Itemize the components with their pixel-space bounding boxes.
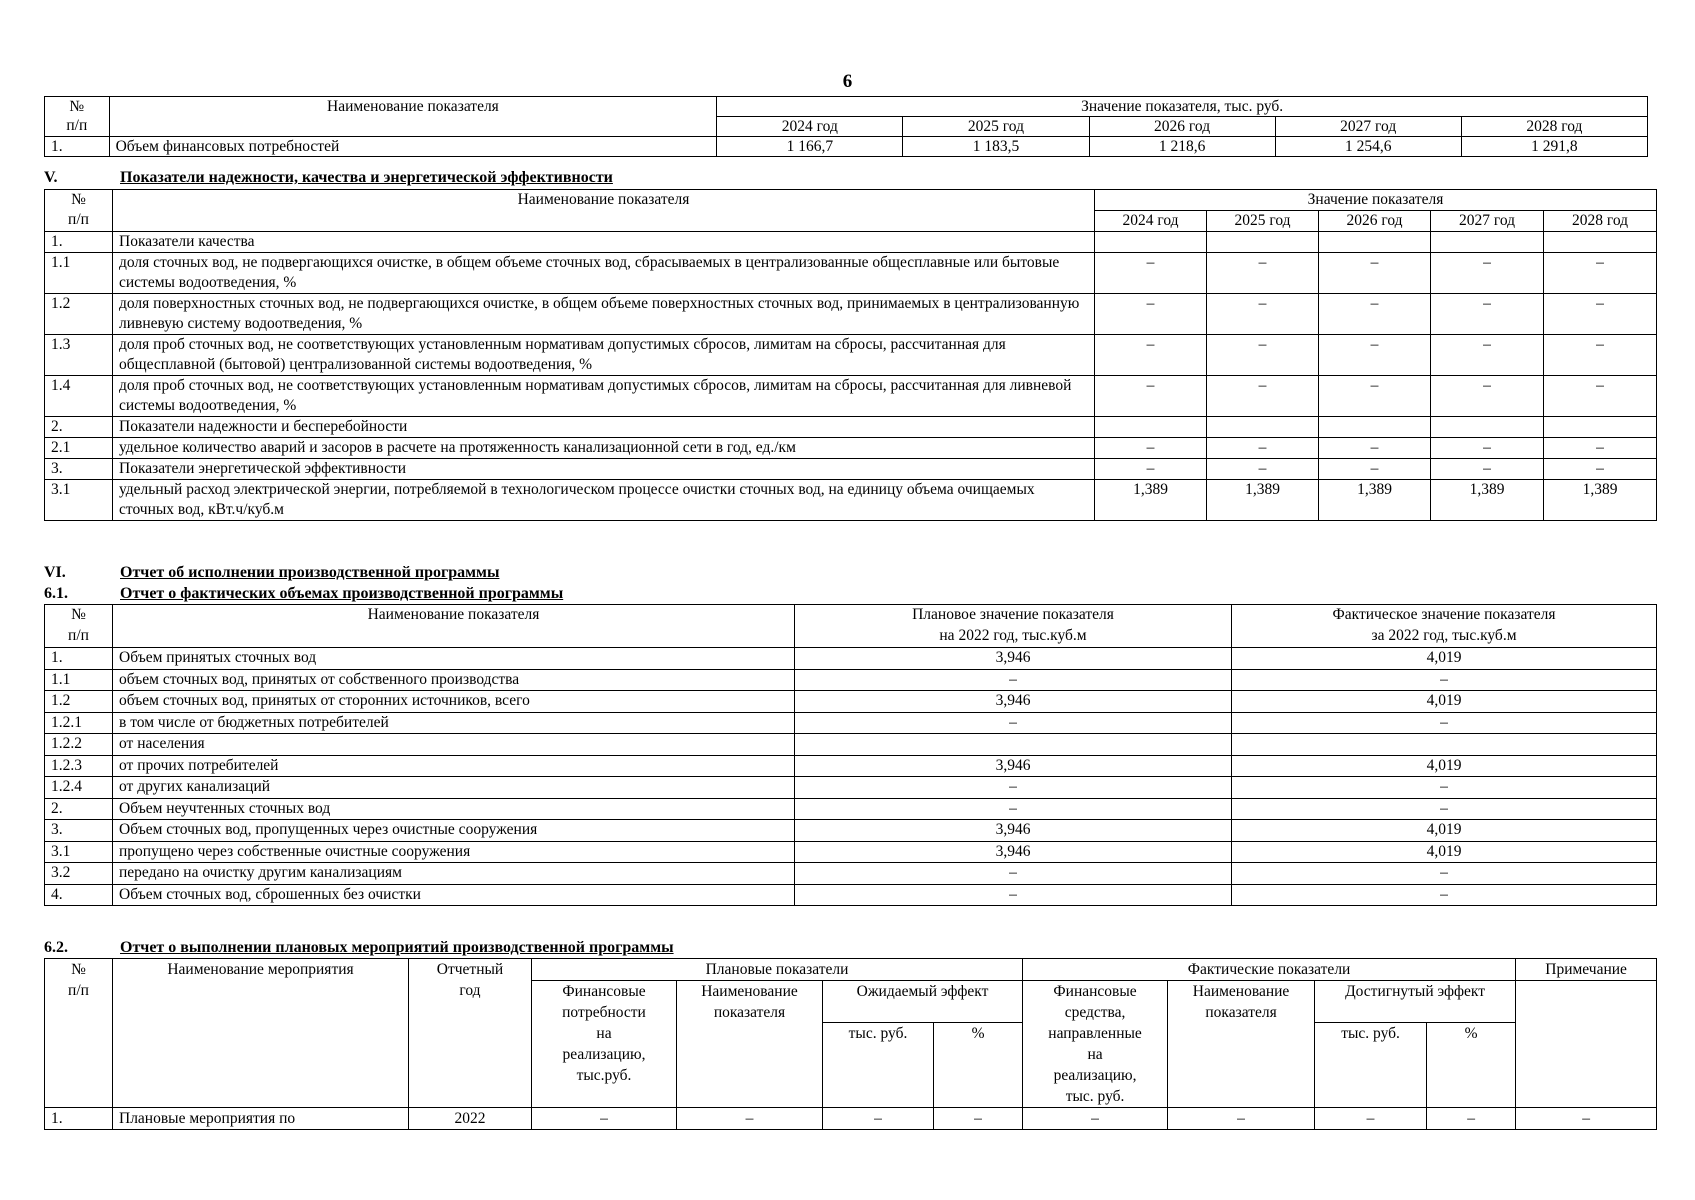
row-value: – bbox=[1207, 438, 1319, 459]
header-fact-indicator: Наименование показателя bbox=[1168, 981, 1315, 1108]
year-header: 2024 год bbox=[1095, 211, 1207, 232]
row-value bbox=[1544, 232, 1657, 253]
row-value: – bbox=[1095, 376, 1207, 417]
row-plan-value: – bbox=[795, 712, 1232, 734]
production-volumes-table bbox=[44, 604, 1657, 906]
row-year: 2022 bbox=[409, 1108, 532, 1130]
row-num: 3. bbox=[45, 459, 113, 480]
row-value: – bbox=[1095, 438, 1207, 459]
section-title: Показатели надежности, качества и энергетической эффективности bbox=[120, 169, 613, 186]
row-name: Объем сточных вод, сброшенных без очистки bbox=[113, 884, 795, 906]
row-value: – bbox=[1095, 335, 1207, 376]
row-name: Объем принятых сточных вод bbox=[113, 648, 795, 670]
header-unit-rub: тыс. руб. bbox=[823, 1023, 934, 1108]
table-row bbox=[45, 335, 1657, 376]
row-value: – bbox=[1544, 376, 1657, 417]
table-row bbox=[45, 480, 1657, 521]
row-value: 1,389 bbox=[1431, 480, 1544, 521]
year-header: 2026 год bbox=[1089, 117, 1275, 137]
row-value: – bbox=[934, 1108, 1023, 1130]
table-row bbox=[45, 863, 1657, 885]
row-num: 3.1 bbox=[45, 841, 113, 863]
row-name: в том числе от бюджетных потребителей bbox=[113, 712, 795, 734]
year-header: 2025 год bbox=[1207, 211, 1319, 232]
table-row bbox=[45, 734, 1657, 756]
row-value: – bbox=[1319, 253, 1431, 294]
row-value: – bbox=[1207, 376, 1319, 417]
row-num: 1. bbox=[45, 137, 110, 157]
row-num: 1.4 bbox=[45, 376, 113, 417]
row-value: – bbox=[1516, 1108, 1657, 1130]
row-name: объем сточных вод, принятых от собственного производства bbox=[113, 669, 795, 691]
row-name: Показатели качества bbox=[113, 232, 1095, 253]
row-num: 1.1 bbox=[45, 253, 113, 294]
table-row bbox=[45, 691, 1657, 713]
row-num: 1. bbox=[45, 1108, 113, 1130]
row-value: – bbox=[1544, 438, 1657, 459]
header-unit-rub: тыс. руб. bbox=[1315, 1023, 1427, 1108]
row-fact-value: – bbox=[1232, 798, 1657, 820]
section-number: 6.1. bbox=[44, 585, 68, 602]
row-num: 1.2.3 bbox=[45, 755, 113, 777]
table-row bbox=[45, 884, 1657, 906]
row-value: – bbox=[1207, 335, 1319, 376]
row-num: 3.1 bbox=[45, 480, 113, 521]
row-value bbox=[1431, 232, 1544, 253]
row-fact-value: 4,019 bbox=[1232, 841, 1657, 863]
table-row bbox=[45, 648, 1657, 670]
row-value: – bbox=[1207, 459, 1319, 480]
section-heading-v bbox=[44, 168, 613, 188]
header-num: № п/п bbox=[45, 605, 113, 648]
row-value bbox=[1544, 417, 1657, 438]
row-num: 1. bbox=[45, 648, 113, 670]
row-fact-value bbox=[1232, 734, 1657, 756]
table-row bbox=[45, 1108, 1657, 1130]
row-name: от прочих потребителей bbox=[113, 755, 795, 777]
financial-needs-table bbox=[44, 96, 1648, 157]
row-value: – bbox=[1168, 1108, 1315, 1130]
row-fact-value: – bbox=[1232, 863, 1657, 885]
row-plan-value: 3,946 bbox=[795, 841, 1232, 863]
row-plan-value: – bbox=[795, 863, 1232, 885]
header-num: № п/п bbox=[45, 97, 110, 137]
table-row bbox=[45, 294, 1657, 335]
header-plan-group: Плановые показатели bbox=[532, 959, 1023, 981]
table-row bbox=[45, 755, 1657, 777]
row-fact-value: – bbox=[1232, 712, 1657, 734]
row-name: Показатели надежности и бесперебойности bbox=[113, 417, 1095, 438]
table-row bbox=[45, 438, 1657, 459]
row-num: 1.2 bbox=[45, 691, 113, 713]
table-row bbox=[45, 777, 1657, 799]
table-row bbox=[45, 253, 1657, 294]
row-name: доля сточных вод, не подвергающихся очистке, в общем объеме сточных вод, сбрасываемых в централизованные общесплавные или бытовые системы водоотведения, % bbox=[113, 253, 1095, 294]
row-fact-value: 4,019 bbox=[1232, 648, 1657, 670]
section-number: V. bbox=[44, 169, 58, 186]
table-row bbox=[45, 798, 1657, 820]
section-number: 6.2. bbox=[44, 939, 68, 956]
row-value: – bbox=[1319, 376, 1431, 417]
row-fact-value: 4,019 bbox=[1232, 755, 1657, 777]
section-title: Отчет о фактических объемах производственной программы bbox=[120, 585, 564, 602]
row-value: 1,389 bbox=[1207, 480, 1319, 521]
row-value: – bbox=[1544, 335, 1657, 376]
header-name: Наименование показателя bbox=[113, 605, 795, 648]
header-value: Значение показателя bbox=[1095, 190, 1657, 211]
row-value bbox=[1095, 232, 1207, 253]
row-value bbox=[1319, 417, 1431, 438]
row-num: 2. bbox=[45, 417, 113, 438]
section-title: Отчет об исполнении производственной программы bbox=[120, 564, 500, 581]
row-activity: Плановые мероприятия по bbox=[113, 1108, 409, 1130]
planned-activities-table bbox=[44, 958, 1657, 1130]
year-header: 2028 год bbox=[1544, 211, 1657, 232]
row-value: – bbox=[1431, 376, 1544, 417]
section-heading-6-1 bbox=[44, 584, 563, 604]
row-value: 1 218,6 bbox=[1089, 137, 1275, 157]
table-row bbox=[45, 417, 1657, 438]
row-name: удельный расход электрической энергии, потребляемой в технологическом процессе очистки сточных вод, на единицу объема очищаемых сточных вод, кВт.ч/куб.м bbox=[113, 480, 1095, 521]
header-expected-effect: Ожидаемый эффект bbox=[823, 981, 1023, 1023]
header-fact-group: Фактические показатели bbox=[1023, 959, 1516, 981]
row-value: – bbox=[1544, 253, 1657, 294]
row-fact-value: 4,019 bbox=[1232, 820, 1657, 842]
table-row bbox=[45, 232, 1657, 253]
row-value: – bbox=[1431, 438, 1544, 459]
row-value: – bbox=[1095, 253, 1207, 294]
row-plan-value: 3,946 bbox=[795, 648, 1232, 670]
header-activity: Наименование мероприятия bbox=[113, 959, 409, 1108]
row-name: Объем сточных вод, пропущенных через очистные сооружения bbox=[113, 820, 795, 842]
row-value: 1,389 bbox=[1319, 480, 1431, 521]
row-name: Показатели энергетической эффективности bbox=[113, 459, 1095, 480]
year-header: 2028 год bbox=[1461, 117, 1647, 137]
row-value: – bbox=[1431, 459, 1544, 480]
row-name: доля поверхностных сточных вод, не подвергающихся очистке, в общем объеме поверхностных сточных вод, принимаемых в централизованную ливневую систему водоотведения, % bbox=[113, 294, 1095, 335]
header-name: Наименование показателя bbox=[109, 97, 717, 137]
row-value bbox=[1095, 417, 1207, 438]
row-num: 3. bbox=[45, 820, 113, 842]
row-num: 2. bbox=[45, 798, 113, 820]
row-name: от других канализаций bbox=[113, 777, 795, 799]
row-value: 1 183,5 bbox=[903, 137, 1089, 157]
header-note-blank bbox=[1516, 981, 1657, 1108]
table-row bbox=[45, 712, 1657, 734]
table-row bbox=[45, 841, 1657, 863]
row-value bbox=[1319, 232, 1431, 253]
row-value: – bbox=[1319, 459, 1431, 480]
row-num: 3.2 bbox=[45, 863, 113, 885]
header-plan-indicator: Наименование показателя bbox=[677, 981, 823, 1108]
row-value: – bbox=[532, 1108, 677, 1130]
year-header: 2025 год bbox=[903, 117, 1089, 137]
row-value: – bbox=[1427, 1108, 1516, 1130]
row-value: – bbox=[1095, 459, 1207, 480]
row-value: 1,389 bbox=[1544, 480, 1657, 521]
row-value: 1 166,7 bbox=[717, 137, 903, 157]
header-year: Отчетный год bbox=[409, 959, 532, 1108]
header-unit-pct: % bbox=[1427, 1023, 1516, 1108]
row-value: 1 291,8 bbox=[1461, 137, 1647, 157]
year-header: 2026 год bbox=[1319, 211, 1431, 232]
row-value bbox=[1207, 232, 1319, 253]
row-name: объем сточных вод, принятых от сторонних источников, всего bbox=[113, 691, 795, 713]
row-fact-value: – bbox=[1232, 884, 1657, 906]
header-plan-fin: Финансовые потребности на реализацию, тыс.руб. bbox=[532, 981, 677, 1108]
table-row bbox=[45, 820, 1657, 842]
row-value: – bbox=[1315, 1108, 1427, 1130]
row-value: – bbox=[1207, 253, 1319, 294]
row-value: – bbox=[1319, 335, 1431, 376]
row-fact-value: – bbox=[1232, 777, 1657, 799]
header-value: Значение показателя, тыс. руб. bbox=[717, 97, 1648, 117]
row-plan-value: – bbox=[795, 669, 1232, 691]
row-value: – bbox=[1431, 335, 1544, 376]
year-header: 2027 год bbox=[1431, 211, 1544, 232]
row-num: 4. bbox=[45, 884, 113, 906]
year-header: 2027 год bbox=[1275, 117, 1461, 137]
section-heading-vi bbox=[44, 563, 499, 583]
row-plan-value: – bbox=[795, 798, 1232, 820]
row-value: – bbox=[1023, 1108, 1168, 1130]
row-plan-value: – bbox=[795, 884, 1232, 906]
row-value: – bbox=[677, 1108, 823, 1130]
header-fact: Фактическое значение показателя за 2022 год, тыс.куб.м bbox=[1232, 605, 1657, 648]
year-header: 2024 год bbox=[717, 117, 903, 137]
row-num: 1.3 bbox=[45, 335, 113, 376]
header-achieved-effect: Достигнутый эффект bbox=[1315, 981, 1516, 1023]
row-plan-value bbox=[795, 734, 1232, 756]
table-row bbox=[45, 459, 1657, 480]
row-value: – bbox=[1095, 294, 1207, 335]
row-value bbox=[1431, 417, 1544, 438]
row-plan-value: 3,946 bbox=[795, 755, 1232, 777]
header-num: № п/п bbox=[45, 959, 113, 1108]
header-fact-fin: Финансовые средства, направленные на реализацию, тыс. руб. bbox=[1023, 981, 1168, 1108]
row-num: 1.2.1 bbox=[45, 712, 113, 734]
row-value bbox=[1207, 417, 1319, 438]
table-row bbox=[45, 137, 1648, 157]
row-value: – bbox=[1431, 253, 1544, 294]
reliability-indicators-table bbox=[44, 189, 1657, 521]
row-value: – bbox=[1431, 294, 1544, 335]
row-fact-value: – bbox=[1232, 669, 1657, 691]
row-name: доля проб сточных вод, не соответствующих установленным нормативам допустимых сбросов, лимитам на сбросы, рассчитанная для ливневой системы водоотведения, % bbox=[113, 376, 1095, 417]
header-note: Примечание bbox=[1516, 959, 1657, 981]
row-name: Объем неучтенных сточных вод bbox=[113, 798, 795, 820]
row-value: – bbox=[1319, 294, 1431, 335]
row-num: 1.2.4 bbox=[45, 777, 113, 799]
row-plan-value: 3,946 bbox=[795, 820, 1232, 842]
row-name: доля проб сточных вод, не соответствующих установленным нормативам допустимых сбросов, лимитам на сбросы, рассчитанная для общесплавной (бытовой) централизованной системы водоотведения, % bbox=[113, 335, 1095, 376]
row-num: 1.1 bbox=[45, 669, 113, 691]
row-plan-value: 3,946 bbox=[795, 691, 1232, 713]
row-name: удельное количество аварий и засоров в расчете на протяженность канализационной сети в год, ед./км bbox=[113, 438, 1095, 459]
row-value: 1 254,6 bbox=[1275, 137, 1461, 157]
row-num: 1.2.2 bbox=[45, 734, 113, 756]
section-number: VI. bbox=[44, 564, 66, 581]
row-num: 2.1 bbox=[45, 438, 113, 459]
header-num: № п/п bbox=[45, 190, 113, 232]
page-number: 6 bbox=[842, 71, 853, 92]
row-plan-value: – bbox=[795, 777, 1232, 799]
row-fact-value: 4,019 bbox=[1232, 691, 1657, 713]
row-value: – bbox=[1319, 438, 1431, 459]
row-value: 1,389 bbox=[1095, 480, 1207, 521]
row-value: – bbox=[1544, 294, 1657, 335]
row-name: передано на очистку другим канализациям bbox=[113, 863, 795, 885]
header-name: Наименование показателя bbox=[113, 190, 1095, 232]
row-num: 1. bbox=[45, 232, 113, 253]
row-value: – bbox=[823, 1108, 934, 1130]
section-title: Отчет о выполнении плановых мероприятий производственной программы bbox=[120, 939, 674, 956]
row-num: 1.2 bbox=[45, 294, 113, 335]
header-unit-pct: % bbox=[934, 1023, 1023, 1108]
table-row bbox=[45, 376, 1657, 417]
row-name: от населения bbox=[113, 734, 795, 756]
row-value: – bbox=[1544, 459, 1657, 480]
section-heading-6-2 bbox=[44, 938, 674, 958]
row-value: – bbox=[1207, 294, 1319, 335]
header-plan: Плановое значение показателя на 2022 год, тыс.куб.м bbox=[795, 605, 1232, 648]
row-name: Объем финансовых потребностей bbox=[109, 137, 717, 157]
table-row bbox=[45, 669, 1657, 691]
row-name: пропущено через собственные очистные сооружения bbox=[113, 841, 795, 863]
